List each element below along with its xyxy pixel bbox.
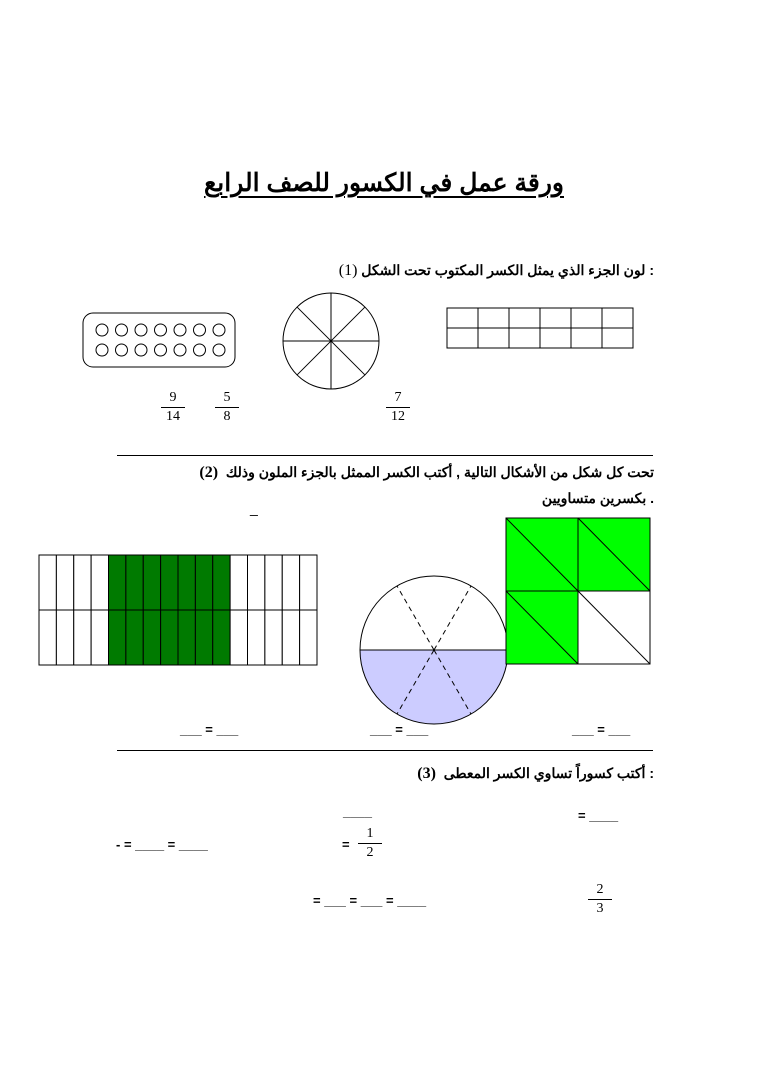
- grid-cell[interactable]: [571, 328, 602, 348]
- answer-blank-3[interactable]: ___ = ___: [572, 722, 631, 737]
- bar-cell[interactable]: [230, 555, 247, 610]
- fraction-5-8: 5 8: [215, 390, 239, 425]
- small-circle[interactable]: [213, 344, 225, 356]
- bar-cell[interactable]: [248, 610, 265, 665]
- divider-1: [117, 455, 653, 456]
- bar-cell[interactable]: [248, 555, 265, 610]
- answer-blank-1[interactable]: ___ = ___: [180, 722, 239, 737]
- answer-blank-2[interactable]: ___ = ___: [370, 722, 429, 737]
- bar-cell[interactable]: [265, 555, 282, 610]
- q3-half-equals: =: [342, 837, 350, 852]
- circles-box-shape[interactable]: [82, 312, 236, 368]
- shaded-bar-cell[interactable]: [126, 555, 143, 610]
- shaded-bar-cell[interactable]: [109, 555, 126, 610]
- stray-dash: _: [250, 500, 258, 516]
- small-circle[interactable]: [135, 344, 147, 356]
- q3-number: (3): [417, 765, 436, 782]
- bar-cell[interactable]: [56, 555, 73, 610]
- q2-heading-line1: [199, 464, 654, 482]
- shaded-bar-cell[interactable]: [143, 555, 160, 610]
- grid-cell[interactable]: [602, 328, 633, 348]
- small-circle[interactable]: [155, 344, 167, 356]
- bar-cell[interactable]: [300, 555, 317, 610]
- bar-cell[interactable]: [282, 610, 299, 665]
- page-title: ورقة عمل في الكسور للصف الرابع: [204, 169, 564, 197]
- shaded-bar-cell[interactable]: [143, 610, 160, 665]
- q3-row1-right-blank[interactable]: = ____: [578, 808, 619, 823]
- fraction-2-3: 2 3: [588, 882, 612, 917]
- small-circle[interactable]: [135, 324, 147, 336]
- small-circle[interactable]: [96, 324, 108, 336]
- shaded-bar-cell[interactable]: [213, 610, 230, 665]
- small-circle[interactable]: [174, 324, 186, 336]
- q2-number: (2): [199, 464, 219, 481]
- shaded-bar-cell[interactable]: [161, 610, 178, 665]
- small-circle[interactable]: [213, 324, 225, 336]
- fraction-9-14: 9 14: [161, 390, 185, 425]
- grid-cell[interactable]: [447, 328, 478, 348]
- small-circle[interactable]: [116, 344, 128, 356]
- square-triangles-shape[interactable]: [505, 517, 651, 665]
- shaded-bar-cell[interactable]: [195, 555, 212, 610]
- q1-text: : لون الجزء الذي يمثل الكسر المكتوب تحت الشكل: [361, 262, 654, 278]
- grid-cell[interactable]: [509, 328, 540, 348]
- bar-cell[interactable]: [74, 555, 91, 610]
- q1-number: (1): [338, 262, 358, 279]
- q3-third-chain[interactable]: = ___ = ___ = ____: [313, 893, 427, 908]
- bar-cell[interactable]: [56, 610, 73, 665]
- grid-cell[interactable]: [540, 328, 571, 348]
- small-circle[interactable]: [174, 344, 186, 356]
- q3-heading: [417, 765, 654, 783]
- fraction-1-2: 1 2: [358, 826, 382, 861]
- q3-half-chain[interactable]: - = ____ = ____: [116, 837, 208, 852]
- shaded-bar-cell[interactable]: [178, 610, 195, 665]
- bar-cell[interactable]: [39, 610, 56, 665]
- grid-twelfths-shape[interactable]: [446, 307, 634, 349]
- bar-cell[interactable]: [300, 610, 317, 665]
- circle-eighths-shape[interactable]: [281, 291, 381, 391]
- q3-row1-mid-blank[interactable]: ____: [343, 804, 372, 819]
- q2-heading-line2: . بكسرين متساويين: [541, 490, 654, 506]
- grid-cell[interactable]: [478, 328, 509, 348]
- divider-2: [117, 750, 653, 751]
- small-circle[interactable]: [116, 324, 128, 336]
- bar-cell[interactable]: [230, 610, 247, 665]
- q3-text: : أكتب كسوراً تساوي الكسر المعطى: [443, 765, 654, 781]
- q2-text: تحت كل شكل من الأشكال التالية , أكتب الكسر الممثل بالجزء الملون وذلك: [225, 464, 654, 480]
- shaded-bar-cell[interactable]: [126, 610, 143, 665]
- small-circle[interactable]: [155, 324, 167, 336]
- small-circle[interactable]: [194, 344, 206, 356]
- grid-cell[interactable]: [478, 308, 509, 328]
- small-circle[interactable]: [194, 324, 206, 336]
- q1-heading: [339, 262, 654, 280]
- grid-cell[interactable]: [447, 308, 478, 328]
- circle-sixths-shape[interactable]: [358, 575, 510, 727]
- shaded-bar-cell[interactable]: [161, 555, 178, 610]
- bar-cell[interactable]: [265, 610, 282, 665]
- shaded-bar-cell[interactable]: [213, 555, 230, 610]
- bar-cell[interactable]: [39, 555, 56, 610]
- grid-cell[interactable]: [540, 308, 571, 328]
- small-circle[interactable]: [96, 344, 108, 356]
- grid-cell[interactable]: [571, 308, 602, 328]
- fraction-7-12: 7 12: [386, 390, 410, 425]
- bar-cell[interactable]: [74, 610, 91, 665]
- bar-cell[interactable]: [282, 555, 299, 610]
- bar-cell[interactable]: [91, 555, 108, 610]
- grid-cell[interactable]: [602, 308, 633, 328]
- shaded-bar-cell[interactable]: [109, 610, 126, 665]
- bar-cell[interactable]: [91, 610, 108, 665]
- grid-cell[interactable]: [509, 308, 540, 328]
- bar-grid-shape[interactable]: [38, 554, 318, 666]
- shaded-bar-cell[interactable]: [195, 610, 212, 665]
- shaded-bar-cell[interactable]: [178, 555, 195, 610]
